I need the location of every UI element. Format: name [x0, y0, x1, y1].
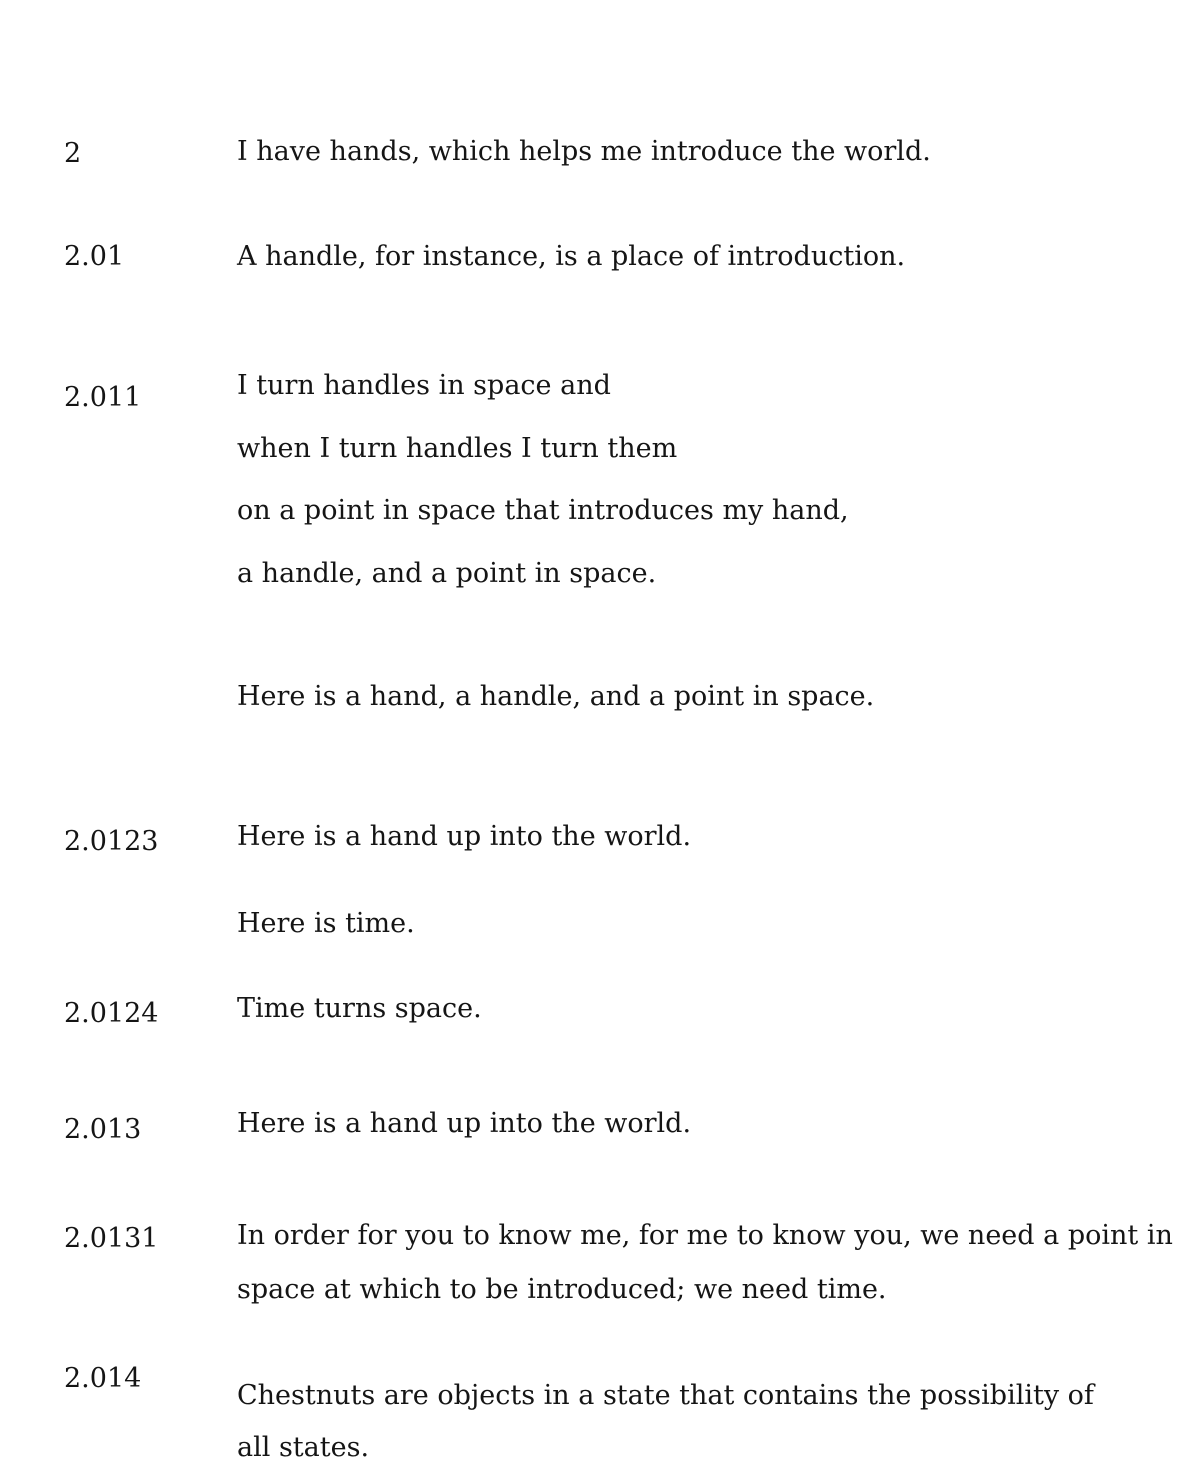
proposition-number: 2.0124 — [64, 998, 159, 1029]
proposition-text-line: Here is a hand up into the world. — [237, 1108, 692, 1139]
proposition-number: 2.013 — [64, 1114, 142, 1145]
proposition-text-line: a handle, and a point in space. — [237, 558, 657, 589]
proposition-text-line: on a point in space that introduces my hand, — [237, 495, 849, 526]
proposition-text-line: all states. — [237, 1432, 370, 1463]
proposition-text-line: space at which to be introduced; we need time. — [237, 1274, 887, 1305]
proposition-number: 2.0131 — [64, 1223, 159, 1254]
proposition-number: 2.0123 — [64, 826, 159, 857]
proposition-text-line: Here is time. — [237, 908, 415, 939]
proposition-text-line: when I turn handles I turn them — [237, 433, 678, 464]
proposition-text-line: A handle, for instance, is a place of introduction. — [237, 241, 906, 272]
proposition-number: 2.011 — [64, 382, 142, 413]
proposition-text-line: I turn handles in space and — [237, 370, 611, 401]
proposition-text-line: Time turns space. — [237, 993, 482, 1024]
proposition-text-line: Here is a hand, a handle, and a point in space. — [237, 681, 875, 712]
proposition-text-line: In order for you to know me, for me to know you, we need a point in — [237, 1220, 1173, 1251]
proposition-number: 2.014 — [64, 1363, 142, 1394]
proposition-text-line: I have hands, which helps me introduce the world. — [237, 136, 931, 167]
proposition-number: 2 — [64, 138, 82, 169]
proposition-text-line: Chestnuts are objects in a state that contains the possibility of — [237, 1380, 1094, 1411]
proposition-number: 2.01 — [64, 241, 125, 272]
proposition-text-line: Here is a hand up into the world. — [237, 821, 692, 852]
